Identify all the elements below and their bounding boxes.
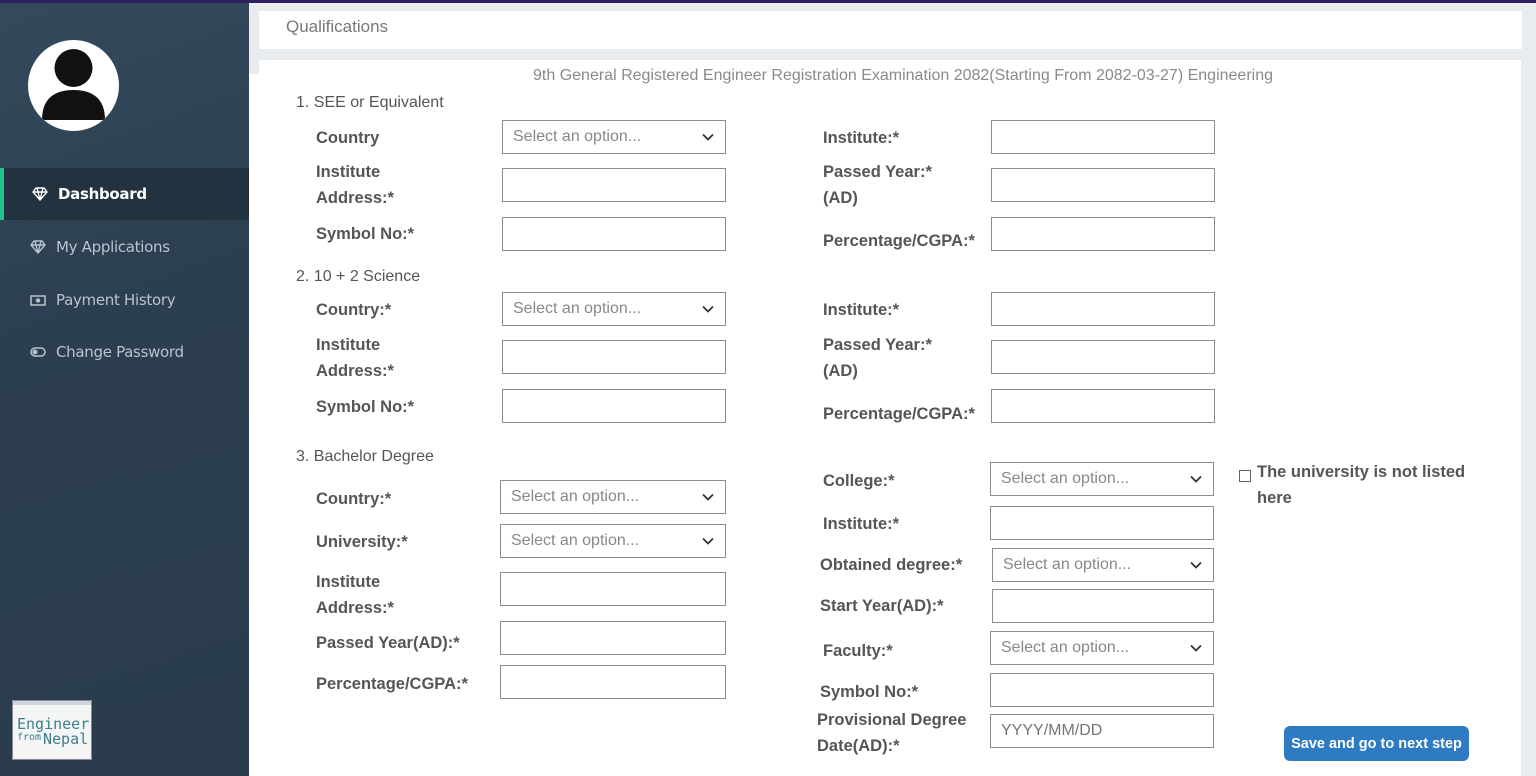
plus2-passed-year-input[interactable] — [991, 340, 1215, 374]
save-next-button[interactable]: Save and go to next step — [1284, 726, 1469, 761]
plus2-passed-year-label: Passed Year:* (AD) — [823, 336, 932, 380]
sidebar-item-payment-history[interactable] — [0, 274, 249, 326]
sidebar — [0, 3, 249, 776]
bachelor-college-label: College:* — [823, 472, 895, 490]
bachelor-institute-label: Institute:* — [823, 515, 900, 533]
chevron-down-icon — [701, 490, 715, 504]
section-title-bachelor: 3. Bachelor Degree — [296, 448, 434, 465]
chevron-down-icon — [1189, 641, 1203, 655]
bachelor-university-select[interactable]: Select an option... — [500, 524, 726, 558]
section-title-see: 1. SEE or Equivalent — [296, 94, 444, 111]
bachelor-faculty-select[interactable]: Select an option... — [990, 631, 1214, 665]
bachelor-institute-input[interactable] — [990, 506, 1214, 540]
see-institute-input[interactable] — [991, 120, 1215, 154]
sidebar-item-dashboard[interactable] — [0, 168, 249, 220]
bachelor-college-select[interactable]: Select an option... — [990, 462, 1214, 496]
plus2-institute-label: Institute:* — [823, 301, 900, 319]
bachelor-percentage-label: Percentage/CGPA:* — [316, 675, 468, 693]
see-percentage-input[interactable] — [991, 217, 1215, 251]
sidebar-item-label: Change Password — [56, 343, 184, 361]
chevron-down-icon — [1189, 558, 1203, 572]
sidebar-item-change-password[interactable] — [0, 326, 249, 378]
see-symbol-no-label: Symbol No:* — [316, 225, 415, 243]
bachelor-university-label: University:* — [316, 533, 408, 551]
bachelor-faculty-label: Faculty:* — [823, 642, 893, 660]
chevron-down-icon — [701, 534, 715, 548]
plus2-symbol-no-input[interactable] — [502, 389, 726, 423]
see-percentage-label: Percentage/CGPA:* — [823, 232, 975, 250]
diamond-icon — [32, 187, 48, 201]
provisional-date-input[interactable] — [990, 714, 1214, 748]
plus2-institute-address-input[interactable] — [502, 340, 726, 374]
plus2-institute-address-label: Institute Address:* — [316, 336, 394, 380]
bachelor-symbol-no-label: Symbol No:* — [820, 683, 919, 701]
sidebar-item-label: My Applications — [56, 238, 170, 256]
see-passed-year-label: Passed Year:* (AD) — [823, 163, 932, 207]
chevron-down-icon — [1189, 472, 1203, 486]
see-passed-year-input[interactable] — [991, 168, 1215, 202]
sidebar-item-my-applications[interactable] — [0, 221, 249, 273]
bachelor-provisional-date-label: Provisional Degree Date(AD):* — [817, 711, 967, 755]
toggle-icon — [30, 345, 46, 359]
chevron-down-icon — [701, 130, 715, 144]
bachelor-country-select[interactable]: Select an option... — [500, 480, 726, 514]
bachelor-obtained-degree-label: Obtained degree:* — [820, 556, 963, 574]
see-country-select[interactable]: Select an option... — [502, 120, 726, 154]
user-icon — [28, 40, 119, 131]
see-institute-label: Institute:* — [823, 129, 900, 147]
bachelor-institute-address-label: Institute Address:* — [316, 573, 394, 617]
bachelor-passed-year-input[interactable] — [500, 621, 726, 655]
see-country-label: Country — [316, 129, 380, 147]
bachelor-obtained-degree-select[interactable]: Select an option... — [992, 548, 1214, 582]
plus2-symbol-no-label: Symbol No:* — [316, 398, 415, 416]
bachelor-start-year-label: Start Year(AD):* — [820, 597, 944, 615]
page-header — [259, 11, 1522, 49]
bachelor-symbol-no-input[interactable] — [990, 673, 1214, 707]
bachelor-passed-year-label: Passed Year(AD):* — [316, 634, 460, 652]
diamond-icon — [30, 240, 46, 254]
sidebar-item-label: Payment History — [56, 291, 176, 309]
plus2-percentage-input[interactable] — [991, 389, 1215, 423]
plus2-percentage-label: Percentage/CGPA:* — [823, 405, 975, 423]
see-symbol-no-input[interactable] — [502, 217, 726, 251]
see-institute-address-label: Institute Address:* — [316, 163, 394, 207]
brand-logo: Engineer from Nepal — [12, 700, 92, 760]
bachelor-country-label: Country:* — [316, 490, 392, 508]
exam-title: 9th General Registered Engineer Registration Examination 2082(Starting From 2082-03-27) Engineering — [533, 67, 1273, 84]
bachelor-percentage-input[interactable] — [500, 665, 726, 699]
plus2-country-select[interactable]: Select an option... — [502, 292, 726, 326]
sidebar-item-label: Dashboard — [58, 185, 147, 203]
section-title-plus2: 2. 10 + 2 Science — [296, 268, 421, 285]
chevron-down-icon — [701, 302, 715, 316]
page-title: Qualifications — [286, 17, 389, 36]
bachelor-start-year-input[interactable] — [992, 589, 1214, 623]
plus2-institute-input[interactable] — [991, 292, 1215, 326]
qualifications-form — [259, 60, 1521, 776]
avatar — [28, 40, 119, 131]
see-institute-address-input[interactable] — [502, 168, 726, 202]
university-not-listed-checkbox[interactable] — [1239, 470, 1251, 482]
bachelor-institute-address-input[interactable] — [500, 572, 726, 606]
money-icon — [30, 293, 46, 307]
university-not-listed-label: The university is not listed here — [1257, 463, 1466, 507]
plus2-country-label: Country:* — [316, 301, 392, 319]
